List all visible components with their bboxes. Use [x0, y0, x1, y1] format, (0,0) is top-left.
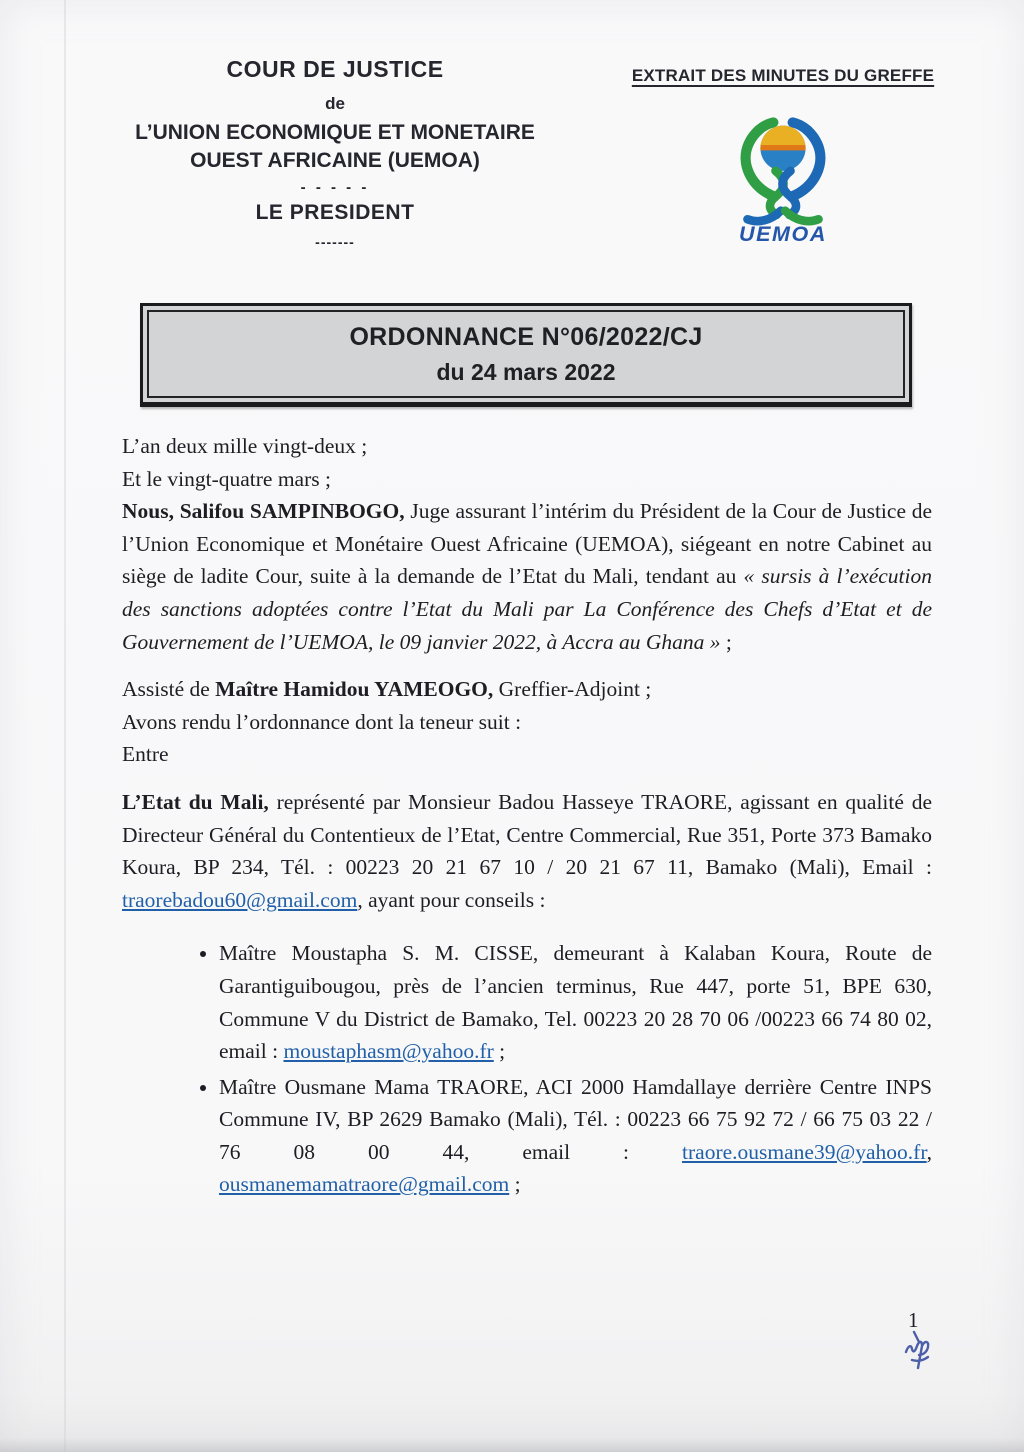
page-number: 1 — [908, 1308, 919, 1332]
counsels-list — [122, 937, 932, 1201]
separator-dashes: - - - - - — [300, 179, 370, 196]
clerk-post-text: Greffier-Adjoint ; — [493, 677, 652, 702]
counsel-item-traore — [219, 1071, 932, 1201]
document-body — [122, 430, 932, 1204]
judge-name: Nous, Salifou SAMPINBOGO, — [122, 499, 405, 524]
court-de-line: de — [325, 94, 345, 113]
email-link-ousmanemamatraore: ousmanemamatraore@gmail.com — [219, 1172, 510, 1197]
clerk-pre-text: Assisté de — [122, 677, 216, 702]
court-header-block — [110, 56, 560, 250]
counsel-traore-mid: , — [926, 1139, 932, 1164]
counsel-traore-text: Maître Ousmane Mama TRAORE, ACI 2000 Hamdallaye derrière Centre INPS Commune IV, BP 2629 Bamako (Mali), Tél. : 00223 66 75 92 72 / 66 75 03 22 / 76 08 00 44, email : — [219, 1074, 932, 1164]
email-link-moustaphasm: moustaphasm@yahoo.fr — [283, 1039, 494, 1064]
ordinance-number: ORDONNANCE N°06/2022/CJ — [349, 322, 703, 351]
state-mali-text: représenté par Monsieur Badou Hasseye TRAORE, agissant en qualité de Directeur Général du Contentieux de l’Etat, Centre Commercial, Rue 351, Porte 373 Bamako Koura, BP 234, Tél. : 00223 20 21 67 10 / 20 21 67 11, Bamako (Mali), Email : — [122, 789, 932, 880]
paragraph-year: L’an deux mille vingt-deux ; — [122, 434, 368, 458]
extrait-minutes-label: EXTRAIT DES MINUTES DU GREFFE — [631, 66, 935, 85]
union-name-line1: L’UNION ECONOMIQUE ET MONETAIRE — [135, 121, 535, 144]
paragraph-clerk — [122, 673, 932, 706]
counsel-item-cisse — [219, 937, 932, 1067]
counsel-traore-end: ; — [509, 1172, 521, 1197]
counsel-cisse-text: Maître Moustapha S. M. CISSE, demeurant à Kalaban Koura, Route de Garantiguibougou, près de l’ancien terminus, Rue 447, porte 51, BPE 630, Commune V du District de Bamako, Tel. 00223 20 28 70 06 /00223 66 74 80 02, email : — [219, 941, 932, 1064]
union-name-line2: OUEST AFRICAINE (UEMOA) — [190, 149, 480, 172]
state-mali-name: L’Etat du Mali, — [122, 789, 269, 814]
handwritten-initials-mark — [892, 1322, 944, 1385]
paragraph-day: Et le vingt-quatre mars ; — [122, 466, 331, 491]
scan-artifact-vertical-line — [64, 0, 66, 1452]
court-name-line: COUR DE JUSTICE — [226, 56, 444, 82]
paragraph-judge — [122, 495, 932, 658]
uemoa-logo-icon — [618, 102, 948, 249]
state-mali-end: , ayant pour conseils : — [357, 887, 546, 912]
clerk-name: Maître Hamidou YAMEOGO, — [215, 677, 494, 702]
paragraph-entre: Entre — [122, 742, 169, 767]
president-line: LE PRESIDENT — [255, 201, 415, 224]
request-quote: « sursis à l’exécution des sanctions adoptées contre l’Etat du Mali par La Conférence des Chefs d’Etat et de Gouvernement de l’UEMOA, le 09 janvier 2022, à Accra au Ghana » — [122, 564, 932, 654]
paragraph-state-mali — [122, 786, 932, 916]
scan-artifact-bottom-shadow — [0, 1438, 1024, 1452]
separator-dashes-2: ------- — [315, 234, 355, 250]
paragraph-rendered: Avons rendu l’ordonnance dont la teneur suit : — [122, 709, 522, 734]
quote-terminator: ; — [720, 629, 732, 654]
registry-header-block — [618, 66, 948, 249]
ordinance-title-box — [140, 303, 912, 407]
ordinance-date: du 24 mars 2022 — [436, 358, 616, 385]
counsel-cisse-end: ; — [493, 1039, 506, 1064]
email-link-traorebadou: traorebadou60@gmail.com — [122, 887, 358, 912]
judge-role-text: Juge assurant l’intérim du Président de la Cour de Justice de l’Union Economique et Monétaire Ouest Africaine (UEMOA), siégeant en notre Cabinet au siège de ladite Cour, suite à la demande de l’Etat du Mali, tendant au — [122, 499, 932, 589]
uemoa-logo-text: UEMOA — [738, 221, 828, 244]
email-link-traore-ousmane: traore.ousmane39@yahoo.fr — [682, 1139, 927, 1164]
